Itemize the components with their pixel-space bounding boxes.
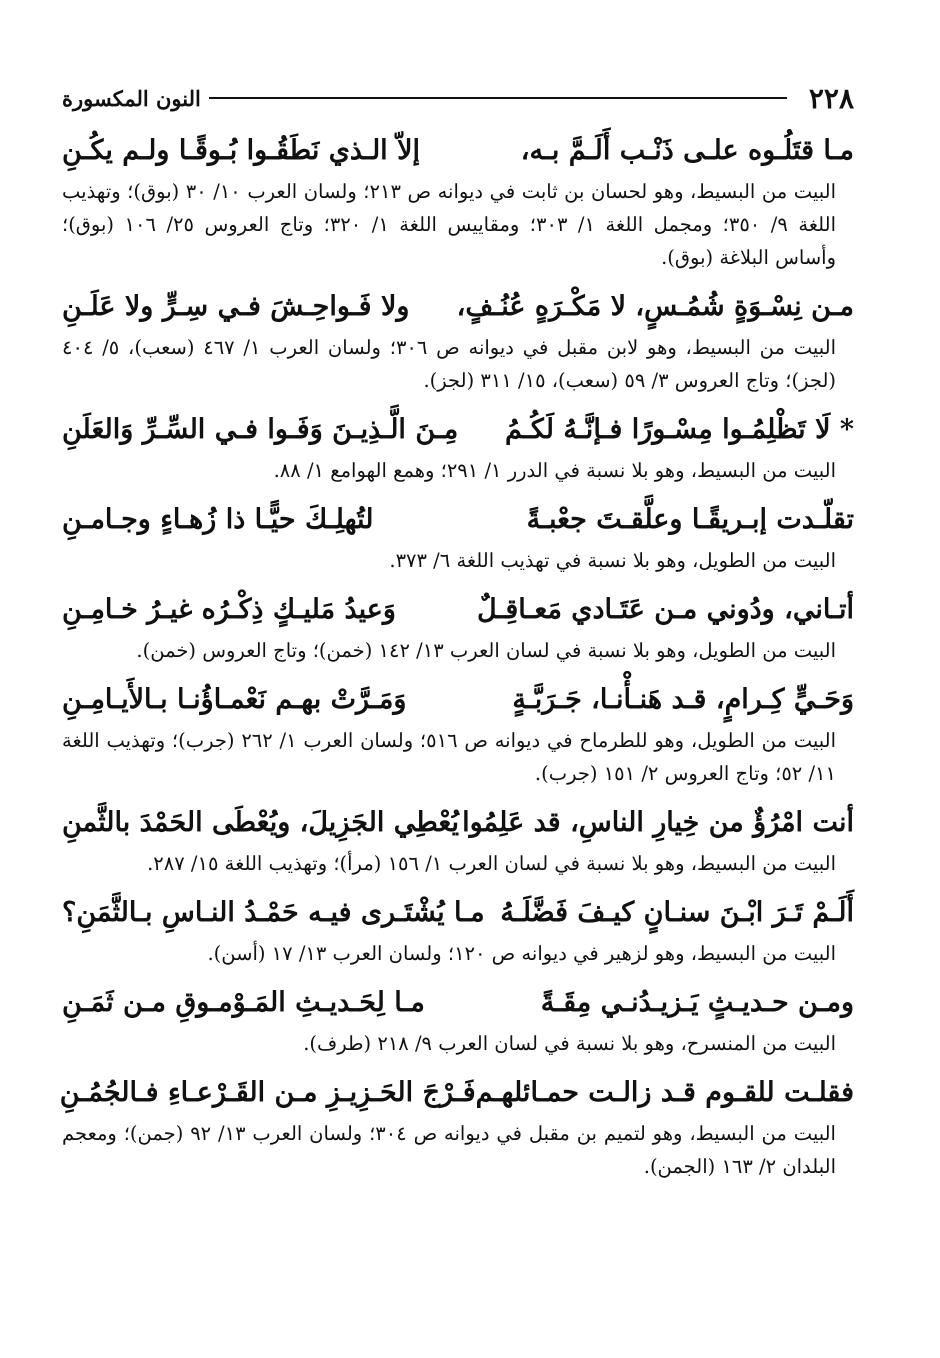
second-hemistich: ولا فَـواحِـشَ فـي سِـرٍّ ولا عَلَـنِ [62,291,410,322]
verse-line [62,283,854,331]
second-hemistich: وَمَـرَّتْ بهـم نَعْمـاؤُنـا بـالأَيـامِـنِ [62,684,407,715]
verse-line [59,1069,854,1117]
first-hemistich: وَحَـيٍّ كِـرامٍ، قـد هَنـأْنـا، جَـرَبَّـةٍ [512,684,854,715]
verse-source-note: البيت من البسيط، وهو لحسان بن ثابت في ديوانه ص ٢١٣؛ ولسان العرب ١٠/ ٣٠ (بوق)؛ وتهذيب اللغة ٩/ ٣٥٠؛ ومجمل اللغة ١/ ٣٠٣؛ ومقاييس اللغة ١/ ٣٢٠؛ وتاج العروس ٢٥/ ١٠٦ (بوق)؛ وأساس البلاغة (بوق). [62,180,836,269]
verse-line [62,979,854,1027]
verse-source-note: البيت من الطويل، وهو للطرماح في ديوانه ص ٥١٦؛ ولسان العرب ١/ ٢٦٢ (جرب)؛ وتهذيب اللغة ١١/ ٥٢؛ وتاج العروس ٢/ ١٥١ (جرب). [62,729,836,785]
verse-entry [62,586,854,667]
verse-entry [62,799,854,880]
page-header [62,78,854,118]
verse-source-note: البيت من الطويل، وهو بلا نسبة في تهذيب اللغة ٦/ ٣٧٣. [389,549,836,572]
first-hemistich: أَلَـمْ تَـرَ ابْـنَ سنـانٍ كيـفَ فَضَّلَـهُ [500,897,854,928]
verse-line [62,676,854,724]
verse-entry [59,1069,854,1183]
first-hemistich: أتـاني، ودُوني مـن عَتَـادي مَعـاقِـلٌ [477,594,854,625]
verse-source-note: البيت من الطويل، وهو بلا نسبة في لسان العرب ١٣/ ١٤٢ (خمن)؛ وتاج العروس (خمن). [136,639,836,662]
first-hemistich: مـن نِسْـوَةٍ شُمُـسٍ، لا مَكْـرَهٍ عُنُـفٍ، [456,291,854,322]
first-hemistich: فقلـت للقـوم قـد زالـت حمـائلهـم [475,1077,854,1108]
verse-entry [62,676,854,790]
verse-line [62,406,854,454]
verse-line [62,127,854,175]
second-hemistich: مـا لِحَـديـثِ المَـوْمـوقِ مـن ثَمَـنِ [62,987,425,1018]
verse-entry [62,406,854,487]
verse-entry [62,283,854,397]
verse-line [62,889,854,937]
second-hemistich: مِـنَ الَّـذِيـنَ وَفَـوا فـي السِّـرِّ وَالعَلَنِ [62,414,459,445]
first-hemistich: تقلّـدت إبـريقًـا وعلَّقـتَ جعْبـةً [526,504,854,535]
first-hemistich: مـا قتَلُـوه علـى ذَنْـب أَلَـمَّ بـه، [520,135,854,166]
first-hemistich: أنت امْرُؤٌ من خِيارِ الناسِ، قد عَلِمُوا [462,807,854,838]
second-hemistich: يُعْطِي الجَزِيلَ، ويُعْطَى الحَمْدَ بالثَّمنِ [62,807,459,838]
second-hemistich: وَعيدُ مَليـكٍ ذِكْـرُه غيـرُ خـامِـنِ [62,594,396,625]
verse-line [62,496,854,544]
verse-entry [62,496,854,577]
verse-source-note: البيت من البسيط، وهو لابن مقبل في ديوانه ص ٣٠٦؛ ولسان العرب ١/ ٤٦٧ (سعب)، ٥/ ٤٠٤ (لجز)؛ وتاج العروس ٣/ ٥٩ (سعب)، ١٥/ ٣١١ (لجز). [62,336,836,392]
verse-entry [62,889,854,970]
verse-source-note: البيت من البسيط، وهو بلا نسبة في لسان العرب ١/ ١٥٦ (مرأ)؛ وتهذيب اللغة ١٥/ ٢٨٧. [147,852,836,875]
second-hemistich: مـا يُشْتَـرى فيـه حَمْـدُ النـاسِ بـالثَّمَنِ؟ [62,897,485,928]
verse-entry [62,979,854,1060]
running-title: النون المكسورة [62,85,201,111]
second-hemistich: إلاّ الـذي نَطَقُـوا بُـوقًـا ولـم يكُـنِ [62,135,420,166]
verse-entry [62,127,854,274]
first-hemistich: ومـن حـديـثٍ يَـزيـدُنـي مِقَـةً [540,987,854,1018]
second-hemistich: لتُهلِـكَ حيًّـا ذا زُهـاءٍ وجـامـنِ [62,504,374,535]
second-hemistich: فَـرْجَ الحَـزِيـزِ مـن القَـرْعـاءِ فـالجُمُـنِ [59,1077,476,1108]
verse-source-note: البيت من البسيط، وهو بلا نسبة في الدرر ١/ ٢٩١؛ وهمع الهوامع ١/ ٨٨. [273,459,836,482]
verse-line [62,799,854,847]
verse-source-note: البيت من المنسرح، وهو بلا نسبة في لسان العرب ٩/ ٢١٨ (طرف). [303,1032,836,1055]
first-hemistich: * لَا تَظْلِمُـوا مِسْـورًا فـإنَّـهُ لَكُـمُ [505,414,854,445]
verse-source-note: البيت من البسيط، وهو لزهير في ديوانه ص ١٢٠؛ ولسان العرب ١٣/ ١٧ (أسن). [207,942,836,965]
header-rule [209,97,787,99]
page-number: ٢٢٨ [808,81,854,115]
verse-source-note: البيت من البسيط، وهو لتميم بن مقبل في ديوانه ص ٣٠٤؛ ولسان العرب ١٣/ ٩٢ (جمن)؛ ومعجم البلدان ٢/ ١٦٣ (الجمن). [62,1122,836,1178]
verse-entries [59,127,854,1183]
verse-line [62,586,854,634]
